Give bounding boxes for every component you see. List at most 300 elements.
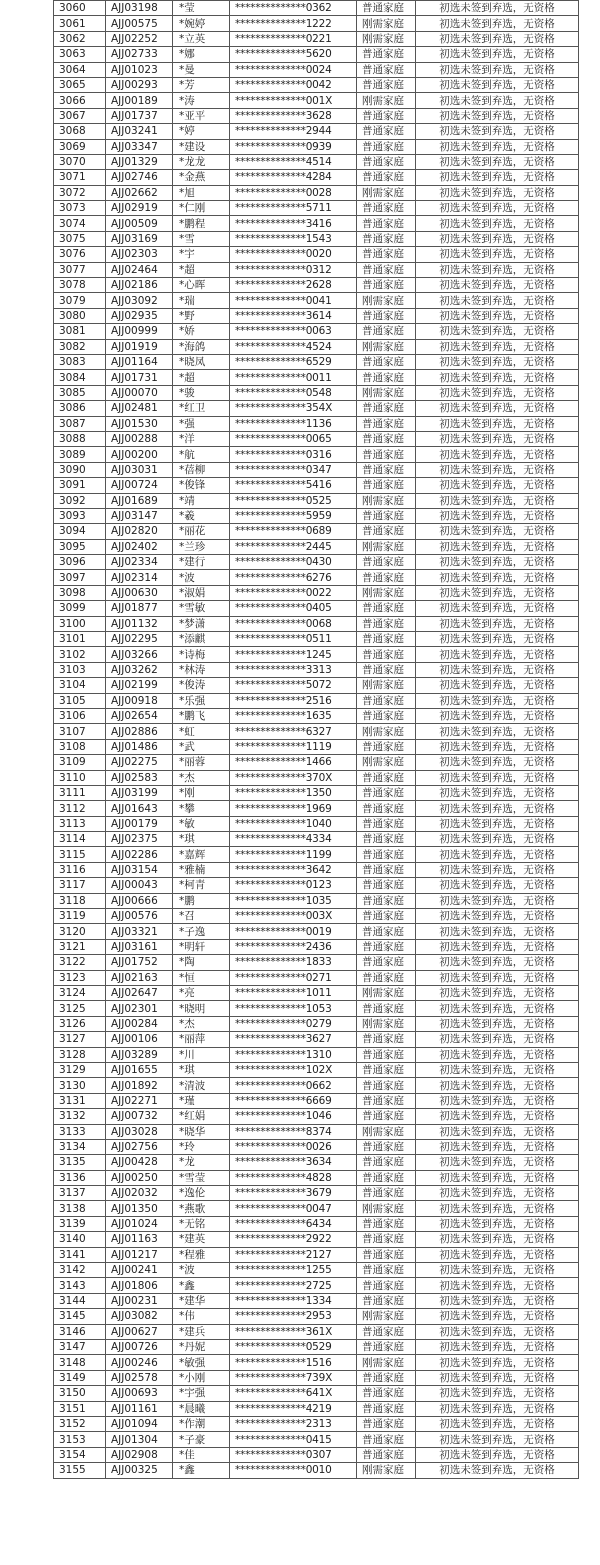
table-row: [54, 1447, 579, 1462]
status-cell: 初选未签到弃选，无资格: [416, 1339, 579, 1354]
id-number-cell: **************0405: [230, 601, 357, 616]
id-number-cell: **************6276: [230, 570, 357, 585]
status-cell: 初选未签到弃选，无资格: [416, 632, 579, 647]
status-cell: 初选未签到弃选，无资格: [416, 524, 579, 539]
application-code-cell: AJJ00284: [106, 1016, 173, 1031]
row-number-cell: 3068: [54, 124, 106, 139]
application-code-cell: AJJ03147: [106, 508, 173, 523]
id-number-cell: **************8374: [230, 1124, 357, 1139]
applicant-name-cell: *建设: [173, 139, 230, 154]
row-number-cell: 3087: [54, 416, 106, 431]
table-row: [54, 1263, 579, 1278]
applicant-name-cell: *娜: [173, 47, 230, 62]
table-row: [54, 1201, 579, 1216]
table-row: [54, 1001, 579, 1016]
id-number-cell: **************1053: [230, 1001, 357, 1016]
status-cell: 初选未签到弃选，无资格: [416, 308, 579, 323]
id-number-cell: **************0529: [230, 1339, 357, 1354]
table-row: [54, 1324, 579, 1339]
family-type-cell: 普通家庭: [357, 939, 416, 954]
table-row: [54, 170, 579, 185]
application-code-cell: AJJ02199: [106, 678, 173, 693]
applicant-name-cell: *攀: [173, 801, 230, 816]
application-code-cell: AJJ01094: [106, 1416, 173, 1431]
family-type-cell: 刚需家庭: [357, 1124, 416, 1139]
applicant-name-cell: *靖: [173, 493, 230, 508]
application-code-cell: AJJ03031: [106, 462, 173, 477]
id-number-cell: **************370X: [230, 770, 357, 785]
table-row: [54, 1339, 579, 1354]
row-number-cell: 3128: [54, 1047, 106, 1062]
row-number-cell: 3067: [54, 108, 106, 123]
application-code-cell: AJJ02662: [106, 185, 173, 200]
application-code-cell: AJJ00627: [106, 1324, 173, 1339]
table-row: [54, 1032, 579, 1047]
row-number-cell: 3083: [54, 354, 106, 369]
status-cell: 初选未签到弃选，无资格: [416, 570, 579, 585]
family-type-cell: 普通家庭: [357, 708, 416, 723]
status-cell: 初选未签到弃选，无资格: [416, 755, 579, 770]
status-cell: 初选未签到弃选，无资格: [416, 1124, 579, 1139]
application-code-cell: AJJ00250: [106, 1170, 173, 1185]
table-row: [54, 231, 579, 246]
table-row: [54, 1386, 579, 1401]
applicant-name-cell: *建行: [173, 555, 230, 570]
id-number-cell: **************0316: [230, 447, 357, 462]
status-cell: 初选未签到弃选，无资格: [416, 539, 579, 554]
id-number-cell: **************0065: [230, 431, 357, 446]
family-type-cell: 普通家庭: [357, 1062, 416, 1077]
id-number-cell: **************0010: [230, 1463, 357, 1478]
status-cell: 初选未签到弃选，无资格: [416, 1263, 579, 1278]
applicant-name-cell: *子逸: [173, 924, 230, 939]
family-type-cell: 普通家庭: [357, 201, 416, 216]
application-code-cell: AJJ01737: [106, 108, 173, 123]
application-code-cell: AJJ01163: [106, 1232, 173, 1247]
family-type-cell: 普通家庭: [357, 370, 416, 385]
application-code-cell: AJJ02756: [106, 1139, 173, 1154]
application-code-cell: AJJ02271: [106, 1093, 173, 1108]
application-code-cell: AJJ00246: [106, 1355, 173, 1370]
row-number-cell: 3109: [54, 755, 106, 770]
table-row: [54, 539, 579, 554]
status-cell: 初选未签到弃选，无资格: [416, 909, 579, 924]
applicant-name-cell: *雪莹: [173, 1170, 230, 1185]
family-type-cell: 普通家庭: [357, 893, 416, 908]
family-type-cell: 普通家庭: [357, 1170, 416, 1185]
row-number-cell: 3134: [54, 1139, 106, 1154]
id-number-cell: **************1046: [230, 1109, 357, 1124]
status-cell: 初选未签到弃选，无资格: [416, 1016, 579, 1031]
table-row: [54, 1401, 579, 1416]
status-cell: 初选未签到弃选，无资格: [416, 1232, 579, 1247]
table-row: [54, 1278, 579, 1293]
application-code-cell: AJJ00509: [106, 216, 173, 231]
application-code-cell: AJJ03347: [106, 139, 173, 154]
status-cell: 初选未签到弃选，无资格: [416, 678, 579, 693]
family-type-cell: 刚需家庭: [357, 185, 416, 200]
application-code-cell: AJJ01164: [106, 354, 173, 369]
family-type-cell: 普通家庭: [357, 770, 416, 785]
table-row: [54, 662, 579, 677]
application-code-cell: AJJ02464: [106, 262, 173, 277]
status-cell: 初选未签到弃选，无资格: [416, 1324, 579, 1339]
table-row: [54, 678, 579, 693]
applicant-name-cell: *建英: [173, 1232, 230, 1247]
row-number-cell: 3061: [54, 16, 106, 31]
table-row: [54, 77, 579, 92]
table-row: [54, 478, 579, 493]
row-number-cell: 3125: [54, 1001, 106, 1016]
applicant-name-cell: *建华: [173, 1293, 230, 1308]
family-type-cell: 普通家庭: [357, 1093, 416, 1108]
table-row: [54, 970, 579, 985]
table-row: [54, 1139, 579, 1154]
application-code-cell: AJJ03241: [106, 124, 173, 139]
applicant-name-cell: *亮: [173, 986, 230, 1001]
row-number-cell: 3104: [54, 678, 106, 693]
family-type-cell: 普通家庭: [357, 478, 416, 493]
application-code-cell: AJJ02301: [106, 1001, 173, 1016]
row-number-cell: 3064: [54, 62, 106, 77]
id-number-cell: **************1635: [230, 708, 357, 723]
table-row: [54, 1355, 579, 1370]
id-number-cell: **************0415: [230, 1432, 357, 1447]
status-cell: 初选未签到弃选，无资格: [416, 1216, 579, 1231]
status-cell: 初选未签到弃选，无资格: [416, 1355, 579, 1370]
family-type-cell: 刚需家庭: [357, 293, 416, 308]
family-type-cell: 普通家庭: [357, 1032, 416, 1047]
table-row: [54, 555, 579, 570]
table-row: [54, 801, 579, 816]
row-number-cell: 3092: [54, 493, 106, 508]
status-cell: 初选未签到弃选，无资格: [416, 1170, 579, 1185]
status-cell: 初选未签到弃选，无资格: [416, 154, 579, 169]
id-number-cell: **************1040: [230, 816, 357, 831]
applicant-name-cell: *琪: [173, 832, 230, 847]
application-code-cell: AJJ03266: [106, 647, 173, 662]
applicant-name-cell: *杰: [173, 770, 230, 785]
table-row: [54, 1109, 579, 1124]
id-number-cell: **************4828: [230, 1170, 357, 1185]
row-number-cell: 3072: [54, 185, 106, 200]
status-cell: 初选未签到弃选，无资格: [416, 955, 579, 970]
family-type-cell: 普通家庭: [357, 955, 416, 970]
applicant-name-cell: *亚平: [173, 108, 230, 123]
table-row: [54, 1309, 579, 1324]
application-code-cell: AJJ02303: [106, 247, 173, 262]
id-number-cell: **************1543: [230, 231, 357, 246]
family-type-cell: 普通家庭: [357, 1339, 416, 1354]
row-number-cell: 3091: [54, 478, 106, 493]
row-number-cell: 3089: [54, 447, 106, 462]
table-row: [54, 216, 579, 231]
status-cell: 初选未签到弃选，无资格: [416, 493, 579, 508]
application-code-cell: AJJ03092: [106, 293, 173, 308]
application-code-cell: AJJ03199: [106, 785, 173, 800]
applicant-name-cell: *佳: [173, 1447, 230, 1462]
id-number-cell: **************0019: [230, 924, 357, 939]
id-number-cell: **************6529: [230, 354, 357, 369]
family-type-cell: 普通家庭: [357, 616, 416, 631]
family-type-cell: 普通家庭: [357, 216, 416, 231]
family-type-cell: 普通家庭: [357, 832, 416, 847]
applicant-name-cell: *仁刚: [173, 201, 230, 216]
table-row: [54, 1078, 579, 1093]
row-number-cell: 3073: [54, 201, 106, 216]
id-number-cell: **************0047: [230, 1201, 357, 1216]
table-body: [54, 1, 579, 1479]
id-number-cell: **************0041: [230, 293, 357, 308]
applicant-name-cell: *强: [173, 416, 230, 431]
applicant-name-cell: *超: [173, 262, 230, 277]
row-number-cell: 3112: [54, 801, 106, 816]
family-type-cell: 刚需家庭: [357, 986, 416, 1001]
row-number-cell: 3123: [54, 970, 106, 985]
status-cell: 初选未签到弃选，无资格: [416, 1293, 579, 1308]
id-number-cell: **************1516: [230, 1355, 357, 1370]
family-type-cell: 普通家庭: [357, 1432, 416, 1447]
applicant-name-cell: *曼: [173, 62, 230, 77]
id-number-cell: **************0939: [230, 139, 357, 154]
row-number-cell: 3069: [54, 139, 106, 154]
status-cell: 初选未签到弃选，无资格: [416, 924, 579, 939]
status-cell: 初选未签到弃选，无资格: [416, 324, 579, 339]
id-number-cell: **************1245: [230, 647, 357, 662]
application-code-cell: AJJ01892: [106, 1078, 173, 1093]
table-row: [54, 462, 579, 477]
application-code-cell: AJJ01806: [106, 1278, 173, 1293]
row-number-cell: 3117: [54, 878, 106, 893]
family-type-cell: 普通家庭: [357, 401, 416, 416]
row-number-cell: 3127: [54, 1032, 106, 1047]
applicant-name-cell: *莹: [173, 1, 230, 16]
id-number-cell: **************0063: [230, 324, 357, 339]
id-number-cell: **************102X: [230, 1062, 357, 1077]
row-number-cell: 3138: [54, 1201, 106, 1216]
status-cell: 初选未签到弃选，无资格: [416, 816, 579, 831]
applicant-name-cell: *林涛: [173, 662, 230, 677]
application-code-cell: AJJ02286: [106, 847, 173, 862]
family-type-cell: 普通家庭: [357, 1186, 416, 1201]
applicant-name-cell: *波: [173, 570, 230, 585]
applicant-name-cell: *小刚: [173, 1370, 230, 1385]
family-type-cell: 普通家庭: [357, 108, 416, 123]
table-row: [54, 893, 579, 908]
application-code-cell: AJJ00428: [106, 1155, 173, 1170]
application-code-cell: AJJ01161: [106, 1401, 173, 1416]
applicant-name-cell: *玲: [173, 1139, 230, 1154]
row-number-cell: 3099: [54, 601, 106, 616]
application-code-cell: AJJ01024: [106, 1216, 173, 1231]
status-cell: 初选未签到弃选，无资格: [416, 708, 579, 723]
application-code-cell: AJJ02402: [106, 539, 173, 554]
table-row: [54, 1247, 579, 1262]
row-number-cell: 3102: [54, 647, 106, 662]
id-number-cell: **************4334: [230, 832, 357, 847]
id-number-cell: **************1136: [230, 416, 357, 431]
status-cell: 初选未签到弃选，无资格: [416, 416, 579, 431]
status-cell: 初选未签到弃选，无资格: [416, 1001, 579, 1016]
row-number-cell: 3116: [54, 862, 106, 877]
id-number-cell: **************641X: [230, 1386, 357, 1401]
applicant-name-cell: *丽花: [173, 524, 230, 539]
application-code-cell: AJJ01752: [106, 955, 173, 970]
application-code-cell: AJJ01304: [106, 1432, 173, 1447]
applicant-name-cell: *海鸽: [173, 339, 230, 354]
application-code-cell: AJJ02481: [106, 401, 173, 416]
application-code-cell: AJJ00070: [106, 385, 173, 400]
application-code-cell: AJJ00200: [106, 447, 173, 462]
id-number-cell: **************6434: [230, 1216, 357, 1231]
row-number-cell: 3075: [54, 231, 106, 246]
status-cell: 初选未签到弃选，无资格: [416, 216, 579, 231]
applicant-name-cell: *蓓柳: [173, 462, 230, 477]
status-cell: 初选未签到弃选，无资格: [416, 47, 579, 62]
status-cell: 初选未签到弃选，无资格: [416, 1047, 579, 1062]
id-number-cell: **************2313: [230, 1416, 357, 1431]
row-number-cell: 3086: [54, 401, 106, 416]
row-number-cell: 3130: [54, 1078, 106, 1093]
family-type-cell: 刚需家庭: [357, 678, 416, 693]
id-number-cell: **************1969: [230, 801, 357, 816]
row-number-cell: 3060: [54, 1, 106, 16]
row-number-cell: 3094: [54, 524, 106, 539]
family-type-cell: 普通家庭: [357, 77, 416, 92]
row-number-cell: 3122: [54, 955, 106, 970]
status-cell: 初选未签到弃选，无资格: [416, 1463, 579, 1478]
applicant-name-cell: *婉婷: [173, 16, 230, 31]
status-cell: 初选未签到弃选，无资格: [416, 939, 579, 954]
row-number-cell: 3133: [54, 1124, 106, 1139]
applicant-name-cell: *龙: [173, 1155, 230, 1170]
table-row: [54, 1186, 579, 1201]
application-code-cell: AJJ00666: [106, 893, 173, 908]
table-row: [54, 770, 579, 785]
row-number-cell: 3150: [54, 1386, 106, 1401]
table-row: [54, 1293, 579, 1308]
row-number-cell: 3103: [54, 662, 106, 677]
status-cell: 初选未签到弃选，无资格: [416, 785, 579, 800]
application-code-cell: AJJ00575: [106, 16, 173, 31]
table-row: [54, 708, 579, 723]
applicant-name-cell: *鹏飞: [173, 708, 230, 723]
row-number-cell: 3105: [54, 693, 106, 708]
applicant-name-cell: *鑫: [173, 1278, 230, 1293]
application-code-cell: AJJ01877: [106, 601, 173, 616]
id-number-cell: **************354X: [230, 401, 357, 416]
family-type-cell: 刚需家庭: [357, 339, 416, 354]
id-number-cell: **************1011: [230, 986, 357, 1001]
status-cell: 初选未签到弃选，无资格: [416, 124, 579, 139]
application-code-cell: AJJ01731: [106, 370, 173, 385]
status-cell: 初选未签到弃选，无资格: [416, 739, 579, 754]
id-number-cell: **************6327: [230, 724, 357, 739]
applicant-name-cell: *雪: [173, 231, 230, 246]
table-row: [54, 1416, 579, 1431]
family-type-cell: 普通家庭: [357, 1370, 416, 1385]
application-code-cell: AJJ03082: [106, 1309, 173, 1324]
application-code-cell: AJJ01655: [106, 1062, 173, 1077]
table-row: [54, 1370, 579, 1385]
table-row: [54, 293, 579, 308]
id-number-cell: **************1466: [230, 755, 357, 770]
application-code-cell: AJJ00288: [106, 431, 173, 446]
applicant-name-cell: *红娟: [173, 1109, 230, 1124]
table-row: [54, 570, 579, 585]
application-code-cell: AJJ01350: [106, 1201, 173, 1216]
table-row: [54, 401, 579, 416]
id-number-cell: **************003X: [230, 909, 357, 924]
application-code-cell: AJJ03028: [106, 1124, 173, 1139]
family-type-cell: 普通家庭: [357, 693, 416, 708]
status-cell: 初选未签到弃选，无资格: [416, 801, 579, 816]
family-type-cell: 普通家庭: [357, 431, 416, 446]
status-cell: 初选未签到弃选，无资格: [416, 1416, 579, 1431]
family-type-cell: 普通家庭: [357, 1293, 416, 1308]
id-number-cell: **************0020: [230, 247, 357, 262]
family-type-cell: 普通家庭: [357, 62, 416, 77]
family-type-cell: 普通家庭: [357, 1001, 416, 1016]
family-type-cell: 普通家庭: [357, 847, 416, 862]
application-code-cell: AJJ01329: [106, 154, 173, 169]
family-type-cell: 普通家庭: [357, 1047, 416, 1062]
status-cell: 初选未签到弃选，无资格: [416, 1401, 579, 1416]
family-type-cell: 刚需家庭: [357, 1463, 416, 1478]
status-cell: 初选未签到弃选，无资格: [416, 693, 579, 708]
result-table: [53, 0, 579, 1479]
application-code-cell: AJJ03198: [106, 1, 173, 16]
id-number-cell: **************2436: [230, 939, 357, 954]
row-number-cell: 3118: [54, 893, 106, 908]
applicant-name-cell: *柯青: [173, 878, 230, 893]
family-type-cell: 普通家庭: [357, 862, 416, 877]
applicant-name-cell: *丹妮: [173, 1339, 230, 1354]
row-number-cell: 3144: [54, 1293, 106, 1308]
table-row: [54, 1062, 579, 1077]
row-number-cell: 3143: [54, 1278, 106, 1293]
row-number-cell: 3081: [54, 324, 106, 339]
row-number-cell: 3140: [54, 1232, 106, 1247]
status-cell: 初选未签到弃选，无资格: [416, 601, 579, 616]
applicant-name-cell: *龙龙: [173, 154, 230, 169]
table-row: [54, 1047, 579, 1062]
table-row: [54, 1170, 579, 1185]
status-cell: 初选未签到弃选，无资格: [416, 139, 579, 154]
id-number-cell: **************3627: [230, 1032, 357, 1047]
table-row: [54, 862, 579, 877]
family-type-cell: 普通家庭: [357, 170, 416, 185]
id-number-cell: **************4284: [230, 170, 357, 185]
status-cell: 初选未签到弃选，无资格: [416, 262, 579, 277]
status-cell: 初选未签到弃选，无资格: [416, 1309, 579, 1324]
status-cell: 初选未签到弃选，无资格: [416, 647, 579, 662]
status-cell: 初选未签到弃选，无资格: [416, 1109, 579, 1124]
id-number-cell: **************5620: [230, 47, 357, 62]
status-cell: 初选未签到弃选，无资格: [416, 278, 579, 293]
family-type-cell: 普通家庭: [357, 508, 416, 523]
id-number-cell: **************0068: [230, 616, 357, 631]
application-code-cell: AJJ01217: [106, 1247, 173, 1262]
application-code-cell: AJJ02275: [106, 755, 173, 770]
row-number-cell: 3141: [54, 1247, 106, 1262]
applicant-name-cell: *丽蓉: [173, 755, 230, 770]
applicant-name-cell: *羲: [173, 508, 230, 523]
table-row: [54, 31, 579, 46]
id-number-cell: **************0525: [230, 493, 357, 508]
status-cell: 初选未签到弃选，无资格: [416, 1032, 579, 1047]
applicant-name-cell: *超: [173, 370, 230, 385]
